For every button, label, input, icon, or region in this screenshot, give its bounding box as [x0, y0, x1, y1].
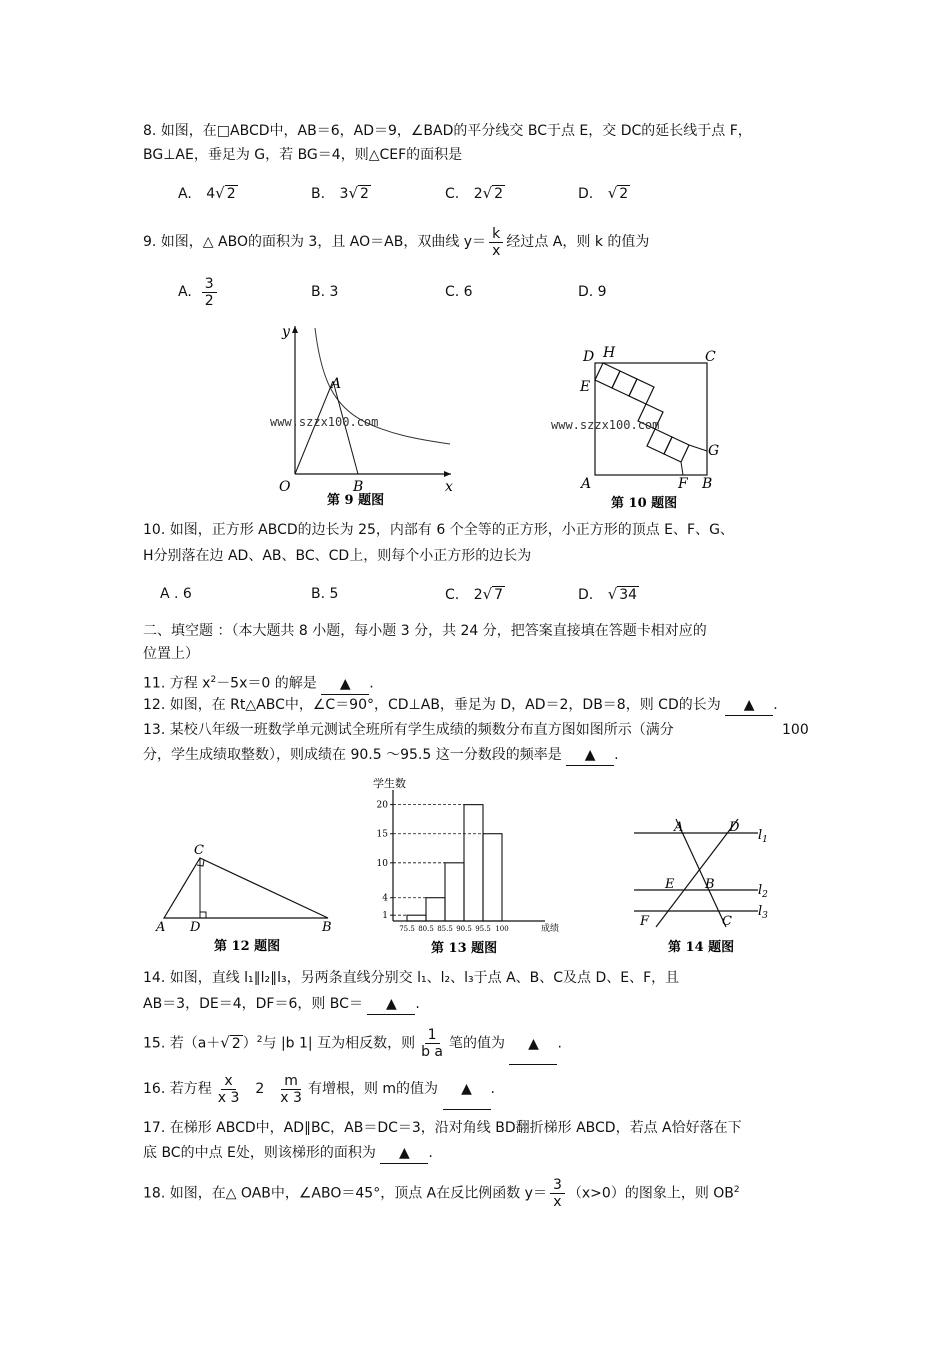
small-square	[629, 379, 654, 404]
triangle-abc	[164, 858, 328, 918]
answer-blank: ▲	[321, 674, 369, 695]
fraction-denominator: x	[553, 1194, 562, 1211]
superscript: 2	[256, 1035, 263, 1045]
q10-option-b: B. 5	[311, 586, 339, 602]
histogram-bar	[445, 863, 464, 921]
q15-text-pre: 15. 若（a＋	[143, 1035, 221, 1052]
fraction-denominator: b a	[421, 1044, 444, 1061]
label-l1	[758, 828, 768, 845]
answer-blank: ▲	[566, 745, 614, 766]
label-a: A	[674, 820, 684, 835]
histogram-bar	[426, 898, 445, 921]
small-squares	[595, 363, 689, 462]
q16-fraction-1	[215, 1073, 243, 1106]
fraction-numerator: 3	[202, 276, 217, 293]
q18-line	[143, 1170, 740, 1214]
q9-text-pre: 9. 如图，△ ABO的面积为 3，且 AO＝AB，双曲线 y＝	[143, 234, 487, 250]
answer-blank: ▲	[443, 1069, 491, 1110]
small-square	[612, 371, 637, 396]
label-d: D	[729, 820, 740, 835]
x-tick-label: 100	[495, 925, 509, 933]
label-a: A	[156, 920, 166, 935]
label-l3	[758, 904, 768, 921]
option-letter: C.	[445, 587, 460, 603]
q9-fraction	[489, 226, 503, 259]
watermark: www.szzx100.com	[551, 418, 660, 432]
q13-line1-tail: 100	[782, 722, 809, 738]
label-o: O	[279, 479, 291, 495]
q11-text-pre: 11. 方程 x	[143, 675, 211, 692]
y-tick-label: 10	[376, 858, 388, 869]
label-d: D	[583, 349, 595, 365]
option-letter: A.	[178, 186, 192, 202]
label-l3-subscript: 3	[762, 911, 768, 921]
figure-14	[628, 815, 788, 960]
y-tick-label: 4	[382, 893, 388, 904]
q17-text: 底 BC的中点 E处，则该梯形的面积为	[143, 1145, 376, 1161]
watermark: www.szzx100.com	[270, 415, 379, 429]
period: .	[415, 996, 420, 1012]
q18-text-pre: 18. 如图，在△ OAB中，∠ABO＝45°，顶点 A在反比例函数 y＝	[143, 1185, 547, 1202]
label-a: A	[331, 376, 342, 392]
q18-text-post: （x>0）的图象上，则 OB	[567, 1185, 734, 1202]
label-a: A	[581, 476, 592, 492]
label-e: E	[580, 379, 591, 395]
y-tick-label: 20	[376, 800, 388, 811]
fraction-numerator: k	[489, 226, 503, 243]
figure-caption: 第 10 题图	[611, 496, 678, 511]
figure-caption: 第 13 题图	[431, 941, 498, 956]
radicand: 2	[226, 186, 236, 202]
q16-line	[143, 1069, 495, 1110]
radicand: 34	[619, 587, 638, 603]
radicand: 2	[360, 186, 369, 202]
q8-line2: BG⊥AE，垂足为 G，若 BG＝4，则△CEF的面积是	[143, 147, 463, 163]
label-b: B	[702, 476, 713, 492]
segment-to-f	[681, 462, 683, 475]
q16-fraction-2	[277, 1073, 305, 1106]
q17-line2	[143, 1143, 433, 1164]
q9-option-b: B. 3	[311, 284, 339, 300]
sqrt-sign: √	[607, 184, 618, 202]
label-b: B	[353, 479, 364, 495]
q9-option-a	[178, 272, 220, 312]
figure-caption: 第 12 题图	[214, 939, 281, 954]
label-l1-subscript: 1	[762, 835, 768, 845]
option-letter: B.	[311, 186, 326, 202]
sqrt-sign: √	[348, 184, 358, 202]
x-axis-arrow	[444, 471, 451, 477]
q11-text-post: －5x＝0 的解是	[216, 675, 317, 692]
figure-9	[255, 318, 460, 518]
q11-line	[143, 670, 374, 695]
right-angle-d	[200, 912, 206, 918]
q12-text: 12. 如图，在 Rt△ABC中，∠C＝90°，CD⊥AB，垂足为 D，AD＝2，DB＝8，则 CD的长为	[143, 697, 721, 713]
sqrt-sign: √	[215, 184, 225, 202]
label-c: C	[194, 843, 204, 858]
figure-13-histogram	[365, 775, 570, 960]
q15-text-post: 笔的值为	[449, 1035, 506, 1052]
fraction-numerator: 1	[425, 1027, 440, 1044]
figure-caption: 第 9 题图	[327, 493, 385, 508]
q10-line1: 10. 如图，正方形 ABCD的边长为 25，内部有 6 个全等的正方形，小正方形的顶点 E、F、G、	[143, 522, 734, 538]
q15-text-mid: ）	[242, 1035, 257, 1052]
option-letter: D.	[578, 587, 594, 603]
label-f: F	[678, 476, 688, 492]
q9-line	[143, 222, 649, 262]
answer-blank: ▲	[367, 994, 415, 1015]
q15-line	[143, 1020, 562, 1065]
fraction-numerator: 3	[550, 1177, 565, 1194]
y-tick-label: 15	[376, 829, 388, 840]
option-coef: 2	[473, 587, 483, 603]
period: .	[490, 1081, 495, 1097]
fraction-numerator: m	[281, 1073, 301, 1090]
section2-heading-line2: 位置上）	[143, 646, 199, 662]
sqrt-sign: √	[482, 184, 493, 202]
y-tick-label: 1	[382, 911, 388, 922]
period: .	[369, 675, 374, 692]
option-letter: A.	[178, 284, 192, 300]
q10-option-a: A . 6	[160, 586, 192, 602]
option-letter: C.	[445, 186, 460, 202]
label-b: B	[322, 920, 332, 935]
small-square	[664, 437, 689, 462]
label-l1-letter: l	[758, 828, 763, 843]
histogram-bar	[483, 834, 502, 921]
x-tick-label: 90.5	[456, 925, 472, 933]
label-b: B	[705, 877, 715, 892]
x-tick-label: 95.5	[475, 925, 491, 933]
q8-line1: 8. 如图，在□ABCD中，AB＝6，AD＝9，∠BAD的平分线交 BC于点 E，交 DC的延长线于点 F，	[143, 123, 752, 139]
label-x: x	[445, 479, 453, 495]
q14-text: AB＝3，DE＝4，DF＝6，则 BC＝	[143, 996, 363, 1012]
q8-option-c	[445, 183, 505, 204]
fraction-denominator: x 3	[280, 1089, 302, 1106]
radicand: 2	[494, 186, 504, 202]
q12-line	[143, 695, 778, 716]
histogram-bar	[464, 805, 483, 921]
small-square	[647, 429, 672, 454]
q10-line2: H分别落在边 AD、AB、BC、CD上，则每个小正方形的边长为	[143, 548, 532, 564]
answer-blank: ▲	[509, 1024, 557, 1065]
label-l2-subscript: 2	[762, 890, 768, 900]
period: .	[557, 1035, 562, 1052]
y-axis-label: 学生数	[373, 777, 406, 790]
q18-fraction	[550, 1177, 565, 1210]
q16-text-post: 有增根，则 m的值为	[307, 1081, 439, 1097]
section2-heading-line1: 二、填空题 ：（本大题共 8 小题，每小题 3 分，共 24 分，把答案直接填在答题卡相对应的	[143, 623, 707, 639]
figure-caption: 第 14 题图	[668, 940, 735, 955]
q8-option-b	[311, 183, 371, 204]
q8-option-a	[178, 183, 238, 204]
label-c: C	[705, 349, 716, 365]
label-e: E	[665, 877, 675, 892]
option-fraction	[202, 276, 217, 309]
label-f: F	[640, 914, 650, 929]
sqrt-sign: √	[607, 585, 618, 603]
superscript: 2	[733, 1185, 740, 1195]
radicand: 2	[231, 1035, 241, 1052]
option-coef: 2	[473, 186, 483, 202]
segment-to-g	[689, 445, 707, 451]
sqrt-sign: √	[220, 1033, 230, 1052]
q9-option-c: C. 6	[445, 284, 473, 300]
q16-text-mid: 2	[255, 1081, 265, 1097]
period: .	[614, 747, 619, 763]
label-g: G	[708, 443, 720, 459]
label-l2	[758, 883, 768, 900]
q13-text: 分，学生成绩取整数），则成绩在 90.5 ～95.5 这一分数段的频率是	[143, 747, 562, 763]
q8-option-d	[578, 183, 630, 204]
q14-line2	[143, 994, 420, 1015]
q16-text-pre: 16. 若方程	[143, 1081, 212, 1097]
q9-text-post: 经过点 A，则 k 的值为	[506, 234, 650, 250]
x-axis-label: 成绩	[541, 924, 560, 934]
q9-option-d: D. 9	[578, 284, 607, 300]
figure-12	[152, 840, 342, 960]
sqrt-sign: √	[482, 585, 493, 603]
x-tick-label: 80.5	[418, 925, 434, 933]
q14-line1: 14. 如图，直线 l₁∥l₂∥l₃，另两条直线分别交 l₁、l₂、l₃于点 A、B、C及点 D、E、F，且	[143, 970, 680, 986]
q10-option-c	[445, 584, 505, 605]
y-axis-arrow	[292, 326, 298, 333]
radicand: 7	[494, 587, 504, 603]
histogram-bar	[407, 915, 426, 921]
q15-text-mid2: 与 |b 1| 互为相反数，则	[262, 1035, 416, 1052]
radicand: 2	[619, 186, 629, 202]
period: .	[428, 1145, 433, 1161]
small-square	[595, 363, 620, 388]
label-l2-letter: l	[758, 883, 763, 898]
label-l3-letter: l	[758, 904, 763, 919]
q13-line1: 13. 某校八年级一班数学单元测试全班所有学生成绩的频数分布直方图如图所示（满分	[143, 722, 674, 738]
histogram-marks	[377, 801, 509, 933]
x-tick-label: 75.5	[399, 925, 415, 933]
label-h: H	[603, 345, 616, 361]
q13-line2	[143, 745, 619, 766]
option-coef: 4	[206, 186, 216, 202]
x-tick-label: 85.5	[437, 925, 453, 933]
superscript: 2	[210, 675, 217, 685]
label-d: D	[190, 920, 201, 935]
fraction-denominator: 2	[204, 292, 214, 309]
label-y: y	[282, 324, 290, 340]
answer-blank: ▲	[380, 1143, 428, 1164]
option-letter: D.	[578, 186, 594, 202]
label-c: C	[722, 914, 732, 929]
fraction-denominator: x 3	[217, 1089, 240, 1106]
q17-line1: 17. 在梯形 ABCD中，AD∥BC，AB＝DC＝3，沿对角线 BD翻折梯形 ABCD，若点 A恰好落在下	[143, 1120, 742, 1136]
q15-fraction	[418, 1027, 446, 1060]
fraction-numerator: x	[221, 1073, 235, 1090]
q10-option-d	[578, 584, 639, 605]
option-coef: 3	[339, 186, 349, 202]
fraction-denominator: x	[492, 242, 501, 259]
figure-10	[551, 343, 730, 518]
period: .	[773, 697, 778, 713]
answer-blank: ▲	[725, 695, 773, 716]
